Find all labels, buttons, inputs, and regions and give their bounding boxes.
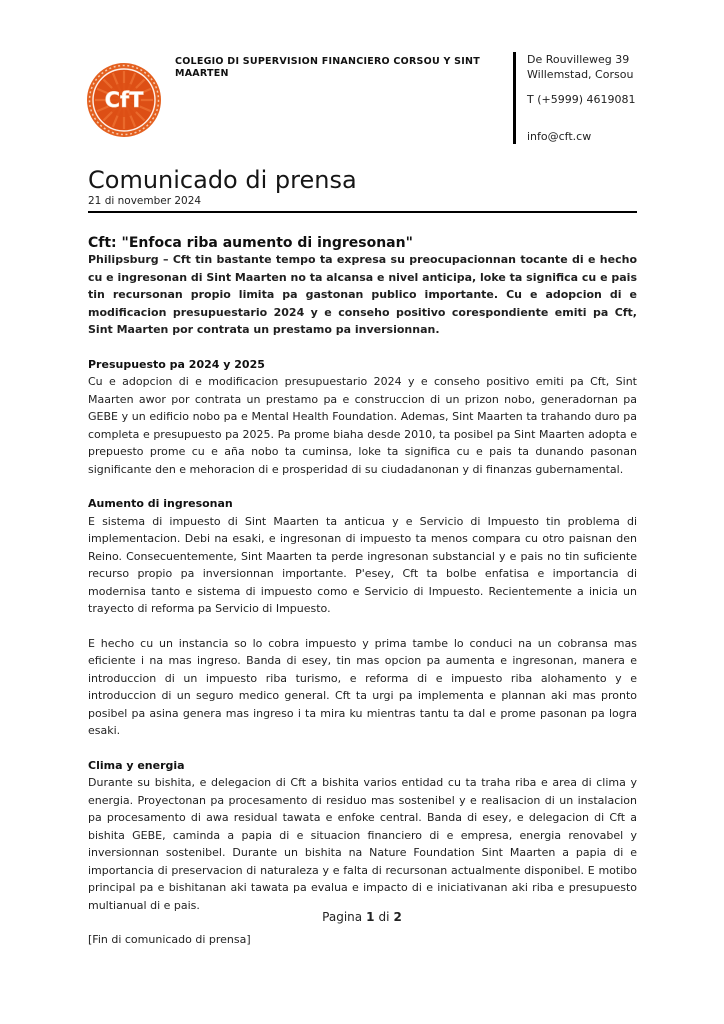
page-footer [0,910,724,924]
cft-logo [86,62,162,138]
headline: Cft: "Enfoca riba aumento di ingresonan" [88,235,413,251]
section-heading: Aumento di ingresonan [88,497,233,510]
contact-phone: T (+5999) 4619081 [527,93,636,106]
contact-email: info@cft.cw [527,130,592,143]
organization-name: COLEGIO DI SUPERVISION FINANCIERO CORSOU Y SINT MAARTEN [175,56,480,79]
page-title: Comunicado di prensa [88,166,357,194]
section-clima [88,757,637,915]
contact-block [527,52,707,144]
footer-page-separator: di [378,910,390,924]
closing-line: [Fin di comunicado di prensa] [88,933,251,946]
section-heading: Presupuesto pa 2024 y 2025 [88,357,265,371]
cft-logo-text: CfT [104,88,144,112]
lead-paragraph: Philipsburg – Cft tin bastante tempo ta expresa su preocupacionnan tocante di e hecho cu e ingresonan di Sint Maarten no ta alcansa e nivel anticipa, loke ta significa cu e pais tin recursonan propio limita pa gastonan publico importante. Cu e adopcion di e modificacion presupuestario 2024 y e conseho positivo corespondiente emiti pa Cft, Sint Maarten por contrata un prestamo pa inversionnan. [88,253,637,336]
footer-page-label: Pagina [322,910,363,924]
section-heading: Clima y energia [88,758,185,772]
body-paragraph: Durante su bishita, e delegacion di Cft a bishita varios entidad cu ta traha riba e area di clima y energia. Proyectonan pa procesamento di residuo mas sostenibel y e realisacion di un instalacion pa procesamento di awa residual tawata e enfoke central. Banda di esey, e delegacion di Cft a bishita GEBE, caminda a papia di e situacion financiero di e empresa, energia renovabel y inversionnan sostenibel. Durante un bishita na Nature Foundation Sint Maarten a papia di e importancia di preservacion di naturaleza y e falta di recursonan actualmente disponibel. E motibo principal pa e bishitanan aki tawata pa evalua e impacto di e iniciativanan aki riba e presupuesto multianual di e pais. [88,776,637,912]
title-rule [88,211,637,213]
cft-logo-icon [86,62,162,138]
header-divider [513,52,516,144]
body-paragraph: E sistema di impuesto di Sint Maarten ta anticua y e Servicio di Impuesto tin problema di implementacion. Debi na esaki, e ingresonan di impuesto ta menos compara cu otro paisnan den Reino. Consecuentemente, Sint Maarten ta perde ingresonan substancial y e pais no tin suficiente recurso propio pa inversionnan importante. P'esey, Cft ta bolbe enfatisa e importancia di modernisa tanto e sistema di impuesto como e Servicio di Impuesto. Recientemente a inicia un trayecto di reforma pa Servicio di Impuesto. [88,514,637,615]
footer-page-current: 1 [366,910,375,924]
body-paragraph: E hecho cu un instancia so lo cobra impuesto y prima tambe lo conduci na un cobransa mas eficiente i na mas ingreso. Banda di esey, tin mas opcion pa aumenta e ingresonan, manera e introduccion di un impuesto riba turismo, e reforma di e impuesto riba alohamento y e introduccion di un seguro medico general. Cft ta urgi pa implementa e plannan aki mas pronto posibel pa asina genera mas ingreso i ta mira ku mientras tantu ta dal e prome pasonan pa logra esaki. [88,636,637,737]
footer-page-total: 2 [393,910,402,924]
document-body [88,166,637,948]
contact-address-line2: Willemstad, Corsou [527,68,634,81]
document-date: 21 di november 2024 [88,195,202,207]
contact-address-line1: De Rouvilleweg 39 [527,53,630,66]
body-paragraph: Cu e adopcion di e modificacion presupuestario 2024 y e conseho positivo emiti pa Cft, Sint Maarten awor por contrata un prestamo pa e construccion di un prizon nobo, generadornan pa GEBE y un edificio nobo pa e Mental Health Foundation. Ademas, Sint Maarten ta trahando duro pa completa e presupuesto pa 2025. Pa prome biaha desde 2010, ta posibel pa Sint Maarten adopta e prepuesto prome cu e aña nobo ta cuminsa, loke ta significa cu e pais ta dunando pasonan significante den e mehoracion di e prosperidad di su ciudadanonan y di finanzas gubernamental. [88,375,637,476]
section-aumento [88,495,637,740]
section-presupuesto [88,356,637,479]
